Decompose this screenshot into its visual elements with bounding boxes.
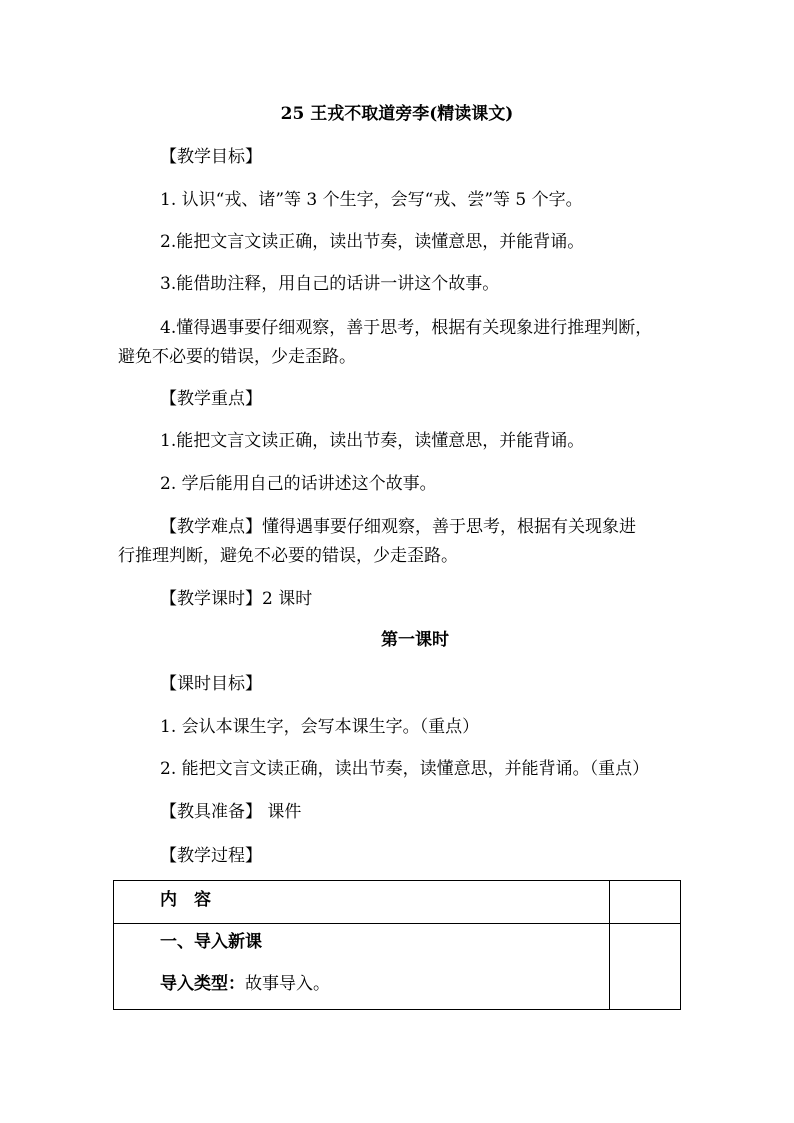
- objectives-heading: 【教学目标】: [160, 147, 262, 167]
- document-title: 25 王戎不取道旁李(精读课文): [280, 104, 514, 124]
- table-body-empty-cell: [610, 924, 681, 1010]
- section-title: 一、导入新课: [160, 932, 262, 952]
- tools-preparation: 【教具准备】 课件: [160, 802, 302, 822]
- table-body-cell: [114, 924, 610, 1010]
- lesson-objective-item-2: 2. 能把文言文读正确，读出节奏，读懂意思，并能背诵。（重点）: [160, 759, 650, 779]
- lesson-title: 第一课时: [381, 630, 449, 650]
- table-header-empty-cell: [610, 881, 681, 924]
- objective-item-1: 1. 认识“戎、诸”等 3 个生字，会写“戎、尝”等 5 个字。: [160, 190, 583, 210]
- table-header-label: 内 容: [160, 890, 211, 910]
- lesson-objective-item-1: 1. 会认本课生字，会写本课生字。（重点）: [160, 717, 480, 737]
- table-header-cell: [114, 881, 610, 924]
- lesson-objectives-heading: 【课时目标】: [160, 674, 262, 694]
- key-point-item-2: 2. 学后能用自己的话讲述这个故事。: [160, 474, 437, 494]
- intro-type-value: 故事导入。: [245, 974, 330, 994]
- class-hours: 【教学课时】2 课时: [160, 589, 313, 609]
- intro-line: [160, 973, 609, 995]
- key-point-item-1: 1.能把文言文读正确，读出节奏，读懂意思，并能背诵。: [160, 431, 585, 451]
- objective-item-3: 3.能借助注释，用自己的话讲一讲这个故事。: [160, 274, 500, 294]
- key-points-heading: 【教学重点】: [160, 389, 262, 409]
- objective-item-2: 2.能把文言文读正确，读出节奏，读懂意思，并能背诵。: [160, 232, 585, 252]
- difficulty-line-2: 行推理判断，避免不必要的错误，少走歪路。: [118, 546, 458, 566]
- intro-type-label: 导入类型：: [160, 974, 245, 994]
- difficulty-line-1: 【教学难点】懂得遇事要仔细观察，善于思考，根据有关现象进: [160, 517, 636, 537]
- objective-item-4-line-1: 4.懂得遇事要仔细观察，善于思考，根据有关现象进行推理判断，: [160, 318, 653, 338]
- process-heading: 【教学过程】: [160, 846, 262, 866]
- objective-item-4-line-2: 避免不必要的错误，少走歪路。: [118, 347, 356, 367]
- teaching-process-table: [113, 880, 681, 1010]
